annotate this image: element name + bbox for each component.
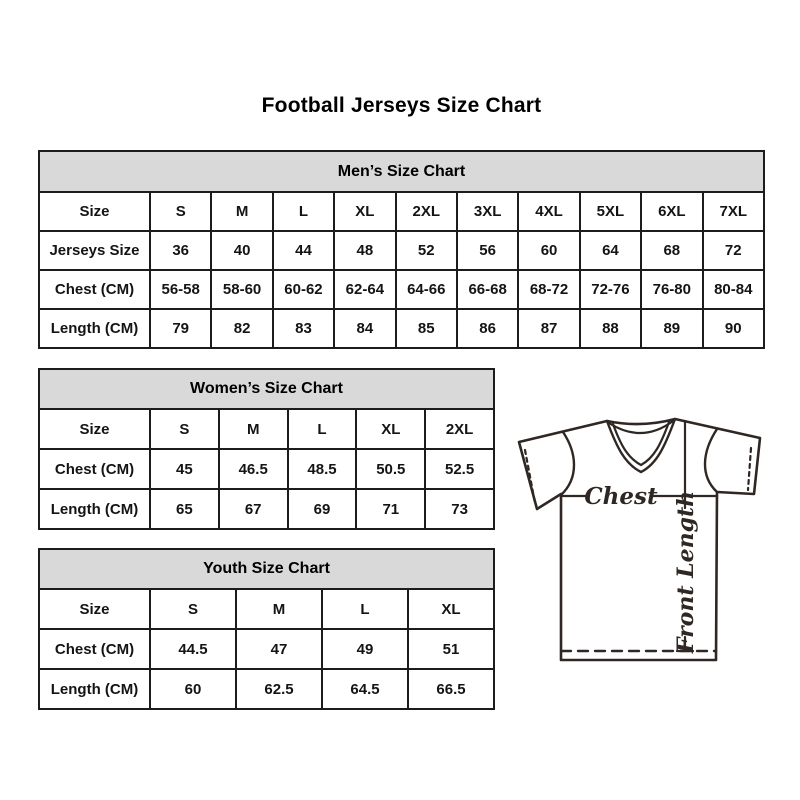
table-cell: 87	[518, 309, 579, 348]
table-cell: 44.5	[150, 629, 236, 669]
table-title-row	[39, 549, 494, 589]
table-cell: 2XL	[396, 192, 457, 231]
table-row	[39, 669, 494, 709]
row-label: Size	[39, 192, 150, 231]
table-cell: L	[273, 192, 334, 231]
youth-size-table	[38, 548, 495, 710]
table-cell: 49	[322, 629, 408, 669]
table-cell: XL	[334, 192, 395, 231]
table-cell: M	[211, 192, 272, 231]
page-title: Football Jerseys Size Chart	[261, 94, 542, 117]
table-cell: 66-68	[457, 270, 518, 309]
table-cell: S	[150, 409, 219, 449]
table-cell: 62.5	[236, 669, 322, 709]
table-cell: 4XL	[518, 192, 579, 231]
table-cell: L	[322, 589, 408, 629]
table-cell: 67	[219, 489, 288, 529]
row-label: Size	[39, 409, 150, 449]
table-cell: 72-76	[580, 270, 641, 309]
table-title: Youth Size Chart	[39, 549, 494, 589]
womens-size-table	[38, 368, 495, 530]
table-cell: M	[219, 409, 288, 449]
left-sleeve-seam	[561, 432, 574, 495]
table-cell: 79	[150, 309, 211, 348]
table-cell: 50.5	[356, 449, 425, 489]
row-label: Length (CM)	[39, 309, 150, 348]
table-cell: L	[288, 409, 357, 449]
table-cell: S	[150, 589, 236, 629]
table-row	[39, 231, 764, 270]
table-cell: 64-66	[396, 270, 457, 309]
table-cell: 2XL	[425, 409, 494, 449]
table-cell: 88	[580, 309, 641, 348]
table-cell: 64.5	[322, 669, 408, 709]
table-cell: 86	[457, 309, 518, 348]
table-cell: 64	[580, 231, 641, 270]
table-row	[39, 309, 764, 348]
table-cell: 60-62	[273, 270, 334, 309]
row-label: Jerseys Size	[39, 231, 150, 270]
table-cell: 84	[334, 309, 395, 348]
table-cell: 52	[396, 231, 457, 270]
table-cell: XL	[408, 589, 494, 629]
table-cell: 48.5	[288, 449, 357, 489]
table-cell: 5XL	[580, 192, 641, 231]
right-cuff-dashed-line	[748, 448, 751, 490]
table-cell: 51	[408, 629, 494, 669]
table-cell: 69	[288, 489, 357, 529]
row-label: Length (CM)	[39, 669, 150, 709]
table-cell: 82	[211, 309, 272, 348]
table-cell: 66.5	[408, 669, 494, 709]
table-row	[39, 409, 494, 449]
jersey-outline	[519, 419, 760, 660]
table-cell: 60	[150, 669, 236, 709]
table-cell: 47	[236, 629, 322, 669]
table-cell: 80-84	[703, 270, 764, 309]
row-label: Chest (CM)	[39, 270, 150, 309]
table-cell: 6XL	[641, 192, 702, 231]
jersey-diagram-svg	[505, 408, 771, 670]
table-cell: 89	[641, 309, 702, 348]
table-title-row	[39, 369, 494, 409]
row-label: Chest (CM)	[39, 629, 150, 669]
row-label: Size	[39, 589, 150, 629]
table-cell: 90	[703, 309, 764, 348]
table-cell: 36	[150, 231, 211, 270]
jersey-measurement-diagram	[505, 408, 771, 670]
table-title-row	[39, 151, 764, 192]
table-cell: 62-64	[334, 270, 395, 309]
front-length-label: Front Length	[673, 490, 699, 654]
row-label: Length (CM)	[39, 489, 150, 529]
right-sleeve-seam	[705, 429, 717, 492]
table-row	[39, 589, 494, 629]
table-cell: 46.5	[219, 449, 288, 489]
table-cell: 48	[334, 231, 395, 270]
table-cell: 73	[425, 489, 494, 529]
chest-label: Chest	[584, 483, 658, 510]
table-row	[39, 629, 494, 669]
table-cell: M	[236, 589, 322, 629]
table-cell: 68	[641, 231, 702, 270]
table-cell: 85	[396, 309, 457, 348]
mens-size-table	[38, 150, 765, 349]
table-cell: 76-80	[641, 270, 702, 309]
table-cell: 52.5	[425, 449, 494, 489]
table-row	[39, 270, 764, 309]
table-cell: 58-60	[211, 270, 272, 309]
table-cell: 56-58	[150, 270, 211, 309]
table-cell: 65	[150, 489, 219, 529]
table-title: Men’s Size Chart	[39, 151, 764, 192]
table-cell: XL	[356, 409, 425, 449]
table-cell: 60	[518, 231, 579, 270]
table-cell: 83	[273, 309, 334, 348]
table-title: Women’s Size Chart	[39, 369, 494, 409]
table-cell: 44	[273, 231, 334, 270]
table-cell: 68-72	[518, 270, 579, 309]
row-label: Chest (CM)	[39, 449, 150, 489]
table-cell: 71	[356, 489, 425, 529]
table-cell: 7XL	[703, 192, 764, 231]
table-cell: 40	[211, 231, 272, 270]
table-cell: 3XL	[457, 192, 518, 231]
table-row	[39, 192, 764, 231]
table-row	[39, 449, 494, 489]
table-cell: 72	[703, 231, 764, 270]
table-cell: S	[150, 192, 211, 231]
table-cell: 45	[150, 449, 219, 489]
table-row	[39, 489, 494, 529]
table-cell: 56	[457, 231, 518, 270]
